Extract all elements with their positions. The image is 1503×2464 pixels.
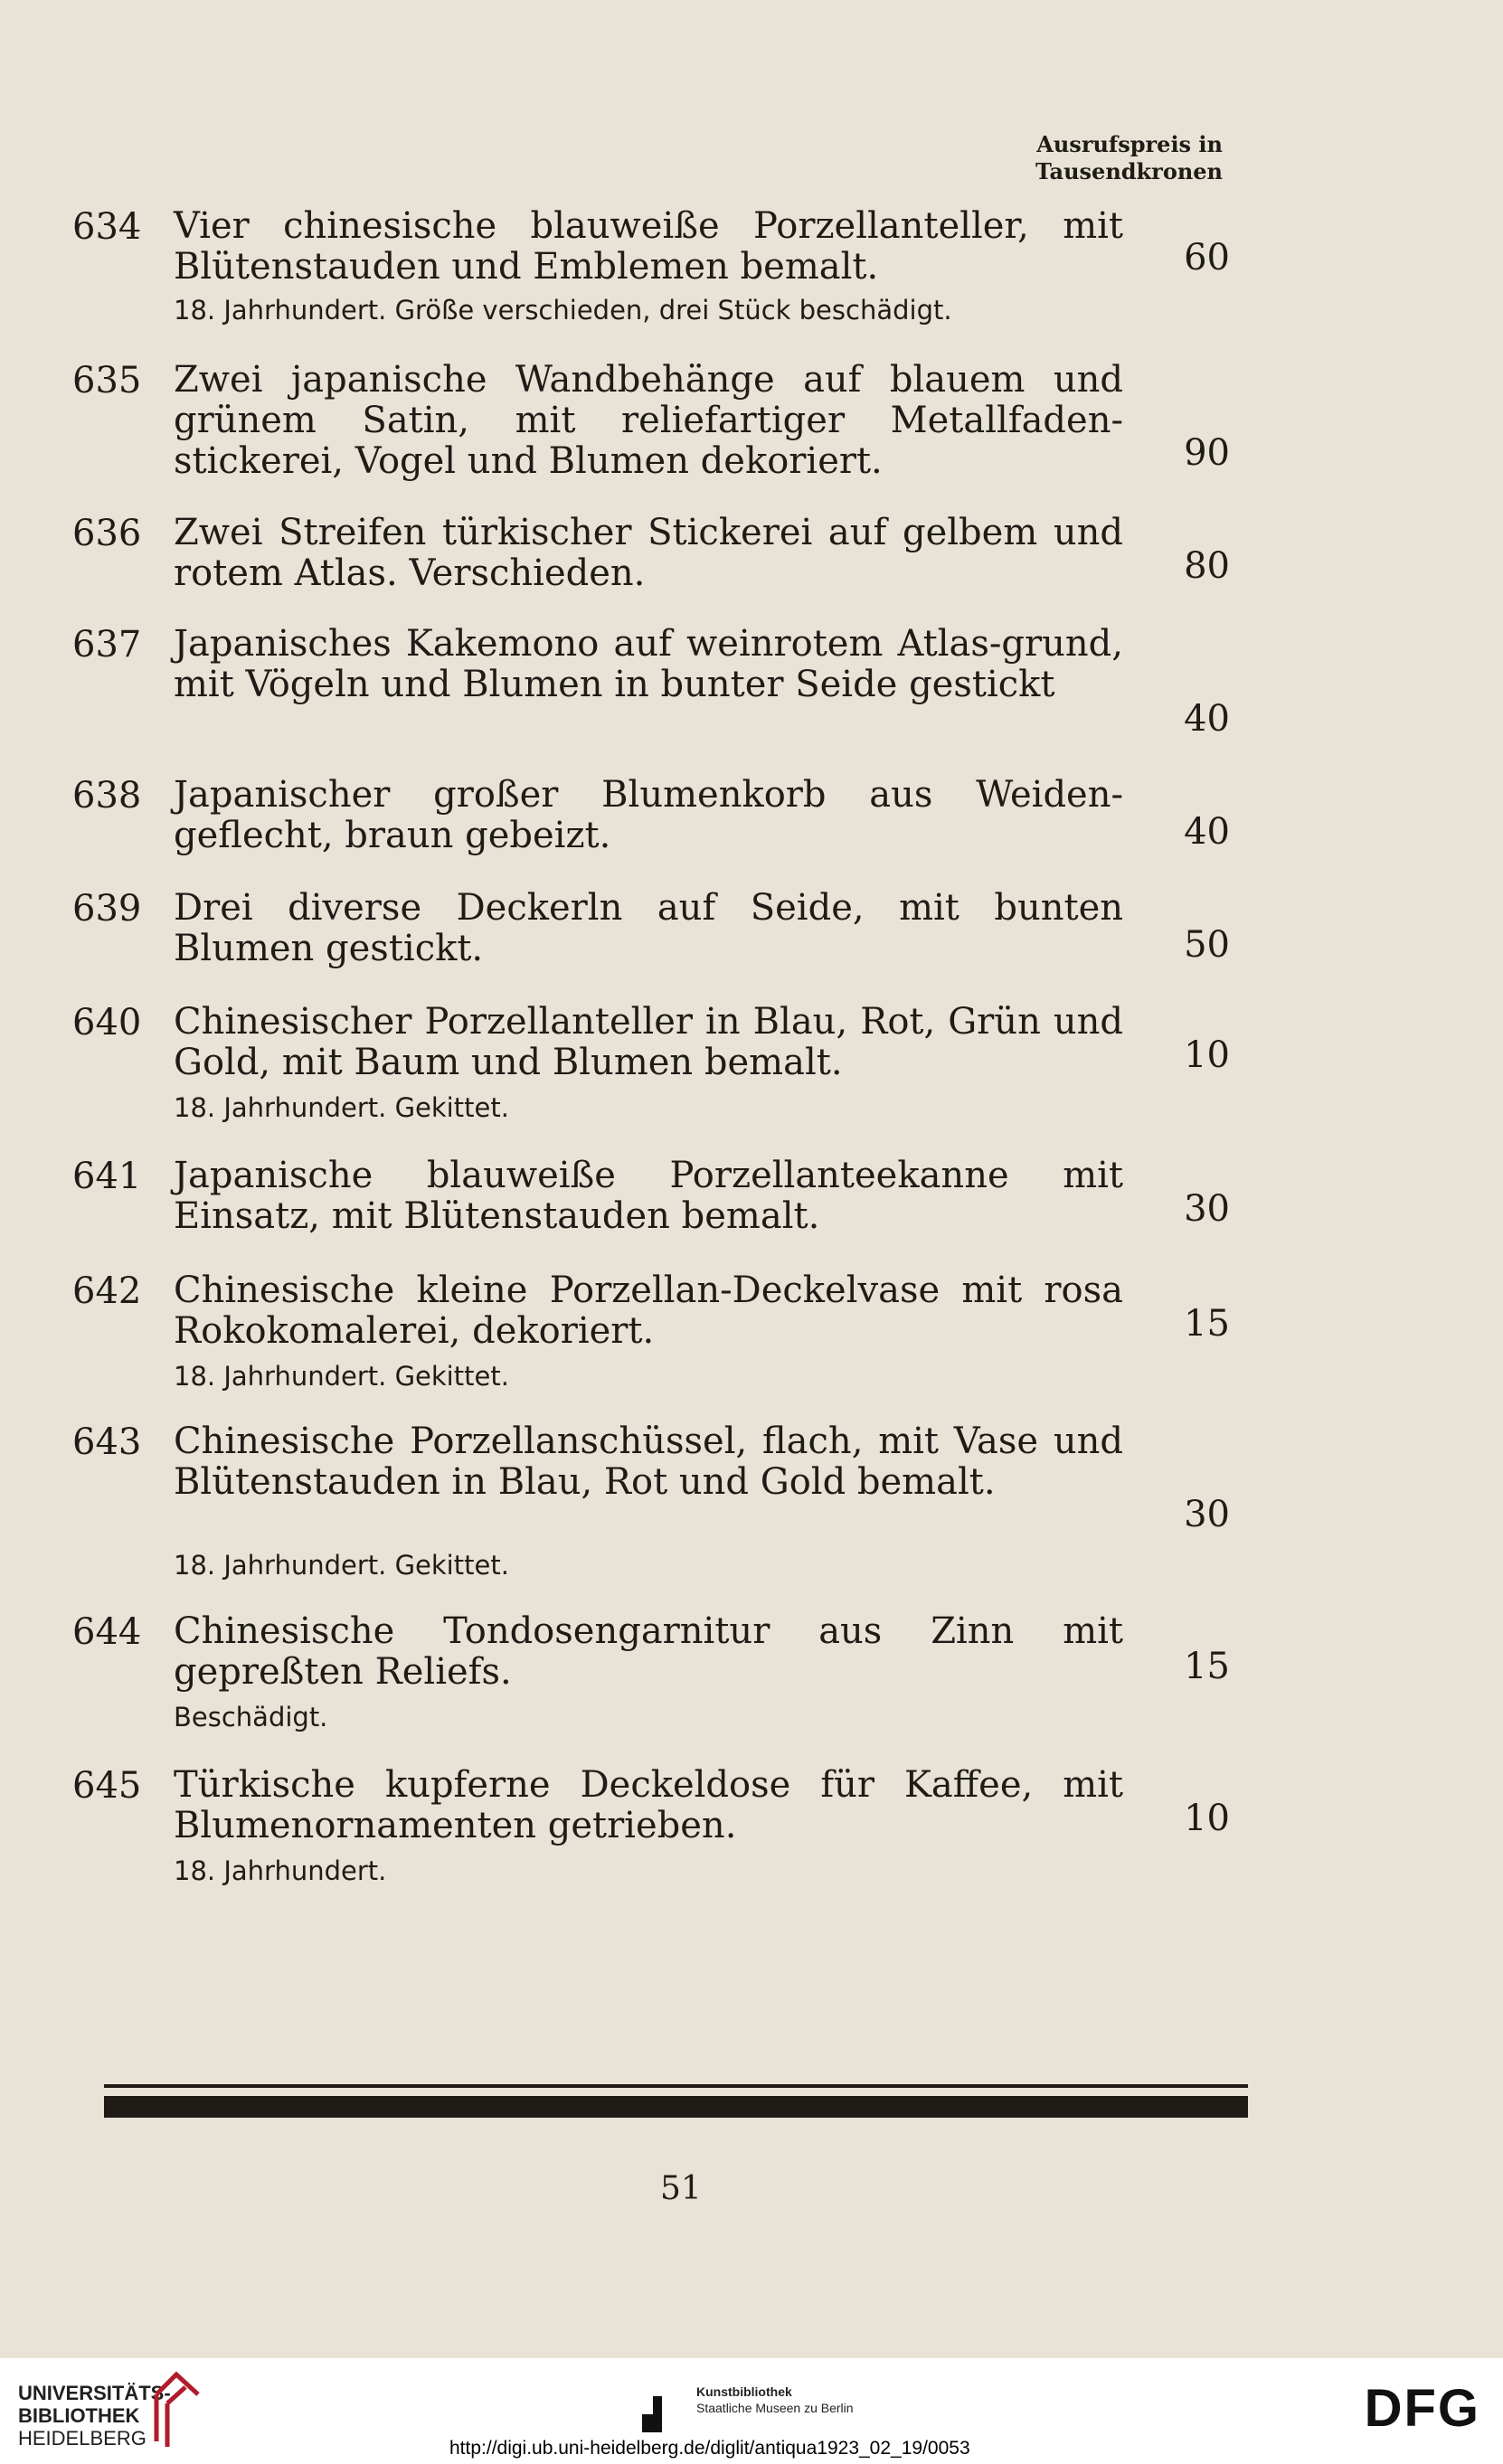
lot-price: 30 [1184, 1494, 1230, 1535]
lot-note: Beschädigt. [174, 1702, 328, 1732]
lot-number: 642 [72, 1270, 142, 1312]
ub-logo-line3: HEIDELBERG [18, 2427, 147, 2450]
lot-entry [72, 1002, 1230, 1147]
lot-note: 18. Jahrhundert. Gekittet. [174, 1550, 509, 1581]
lot-note: 18. Jahrhundert. [174, 1855, 387, 1886]
lot-number: 638 [72, 775, 142, 817]
lot-price: 40 [1184, 698, 1230, 740]
divider-rule-thick [104, 2096, 1248, 2118]
kb-line1: Kunstbibliothek [696, 2384, 792, 2399]
lot-number: 643 [72, 1421, 142, 1463]
lot-number: 640 [72, 1002, 142, 1043]
lot-price: 50 [1184, 924, 1230, 966]
lot-number: 645 [72, 1765, 142, 1807]
ub-logo-line2: BIBLIOTHEK [18, 2404, 140, 2427]
lot-title: Japanischer großer Blumenkorb aus Weiden-geflecht, braun gebeizt. [174, 774, 1123, 856]
lot-number: 636 [72, 513, 142, 554]
lot-note: 18. Jahrhundert. Gekittet. [174, 1361, 509, 1392]
lot-title: Zwei japanische Wandbehänge auf blauem und grünem Satin, mit reliefartiger Metallfaden-stickerei, Vogel und Blumen dekoriert. [174, 359, 1123, 482]
lot-entry [72, 206, 1230, 351]
lot-title: Chinesische kleine Porzellan-Deckelvase mit rosa Rokokomalerei, dekoriert. [174, 1270, 1123, 1352]
page-number: 51 [660, 2170, 702, 2207]
price-header-line2: Tausendkronen [1035, 158, 1223, 184]
lot-number: 641 [72, 1156, 142, 1197]
lot-entry [72, 1270, 1230, 1415]
lot-number: 637 [72, 624, 142, 666]
lot-price: 30 [1184, 1188, 1230, 1230]
kunstbibliothek-icon [640, 2394, 680, 2434]
lot-title: Japanisches Kakemono auf weinrotem Atlas-grund, mit Vögeln und Blumen in bunter Seide gestickt [174, 623, 1123, 705]
lot-price: 80 [1184, 545, 1230, 587]
lot-entry [72, 624, 1230, 769]
lot-number: 634 [72, 206, 142, 248]
lot-entry [72, 1611, 1230, 1756]
ub-heidelberg-logo[interactable] [18, 2382, 171, 2450]
ub-logo-line1: UNIVERSITÄTS- [18, 2382, 171, 2404]
lot-title: Drei diverse Deckerln auf Seide, mit bunten Blumen gestickt. [174, 887, 1123, 969]
kb-line2: Staatliche Museen zu Berlin [696, 2401, 854, 2415]
source-url-link[interactable]: http://digi.ub.uni-heidelberg.de/diglit/antiqua1923_02_19/0053 [449, 2438, 970, 2459]
lot-title: Zwei Streifen türkischer Stickerei auf gelbem und rotem Atlas. Verschieden. [174, 512, 1123, 594]
price-column-header [1035, 131, 1223, 185]
lot-title: Türkische kupferne Deckeldose für Kaffee, mit Blumenornamenten getrieben. [174, 1764, 1123, 1846]
lot-number: 644 [72, 1611, 142, 1653]
lot-price: 90 [1184, 432, 1230, 474]
lot-price: 40 [1184, 811, 1230, 853]
lot-note: 18. Jahrhundert. Gekittet. [174, 1092, 509, 1123]
lot-entry [72, 1421, 1230, 1581]
ub-logo-mark-icon [149, 2367, 205, 2449]
divider-rule-thin [104, 2084, 1248, 2088]
lot-number: 639 [72, 888, 142, 930]
lot-number: 635 [72, 360, 142, 401]
lot-title: Chinesischer Porzellanteller in Blau, Rot, Grün und Gold, mit Baum und Blumen bemalt. [174, 1001, 1123, 1083]
lot-price: 10 [1184, 1034, 1230, 1076]
price-header-line1: Ausrufspreis in [1036, 131, 1223, 157]
lot-title: Vier chinesische blauweiße Porzellanteller, mit Blütenstauden und Emblemen bemalt. [174, 205, 1123, 288]
lot-entry [72, 1765, 1230, 1910]
lot-price: 10 [1184, 1798, 1230, 1839]
lot-title: Chinesische Porzellanschüssel, flach, mit Vase und Blütenstauden in Blau, Rot und Gold bemalt. [174, 1421, 1123, 1503]
lot-price: 15 [1184, 1303, 1230, 1345]
lot-note: 18. Jahrhundert. Größe verschieden, drei Stück beschädigt. [174, 295, 952, 326]
lot-price: 60 [1184, 237, 1230, 278]
lot-title: Japanische blauweiße Porzellanteekanne mit Einsatz, mit Blütenstauden bemalt. [174, 1155, 1123, 1237]
digitization-footer [0, 2358, 1503, 2464]
dfg-logo[interactable]: DFG [1364, 2379, 1480, 2438]
lot-entry [72, 360, 1230, 505]
lot-price: 15 [1184, 1646, 1230, 1687]
lot-title: Chinesische Tondosengarnitur aus Zinn mit gepreßten Reliefs. [174, 1610, 1123, 1693]
